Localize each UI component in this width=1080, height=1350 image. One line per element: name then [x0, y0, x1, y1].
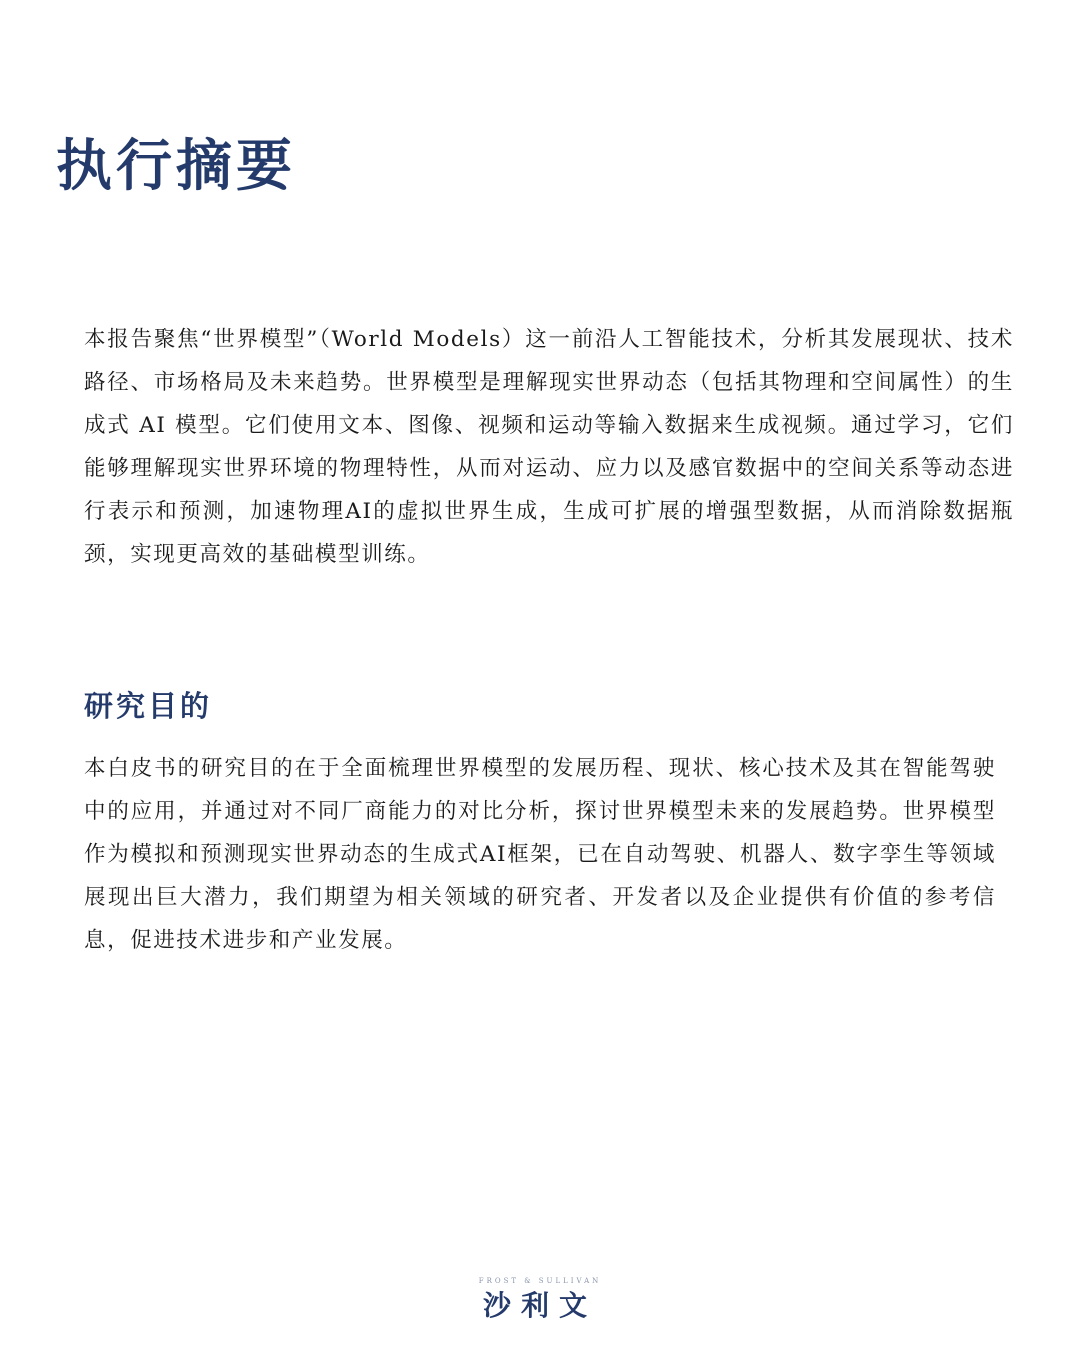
logo-english-text: FROST & SULLIVAN	[478, 1277, 602, 1285]
frost-sullivan-logo	[440, 1276, 640, 1326]
summary-paragraph: 本报告聚焦“世界模型”（World Models）这一前沿人工智能技术，分析其发展现状、技术路径、市场格局及未来趋势。世界模型是理解现实世界动态（包括其物理和空间属性）的生成式 AI 模型。它们使用文本、图像、视频和运动等输入数据来生成视频。通过学习，它们能够理解现实世界环境的物理特性，从而对运动、应力以及感官数据中的空间关系等动态进行表示和预测，加速物理AI的虚拟世界生成，生成可扩展的增强型数据，从而消除数据瓶颈，实现更高效的基础模型训练。	[84, 327, 1014, 567]
research-purpose-paragraph: 本白皮书的研究目的在于全面梳理世界模型的发展历程、现状、核心技术及其在智能驾驶中的应用，并通过对不同厂商能力的对比分析，探讨世界模型未来的发展趋势。世界模型作为模拟和预测现实世界动态的生成式AI框架，已在自动驾驶、机器人、数字孪生等领域展现出巨大潜力，我们期望为相关领域的研究者、开发者以及企业提供有价值的参考信息，促进技术进步和产业发展。	[84, 756, 996, 953]
page-title: 执行摘要	[56, 133, 296, 199]
section-heading-research-purpose: 研究目的	[84, 689, 213, 723]
logo-chinese-text: 沙利文	[482, 1289, 597, 1322]
